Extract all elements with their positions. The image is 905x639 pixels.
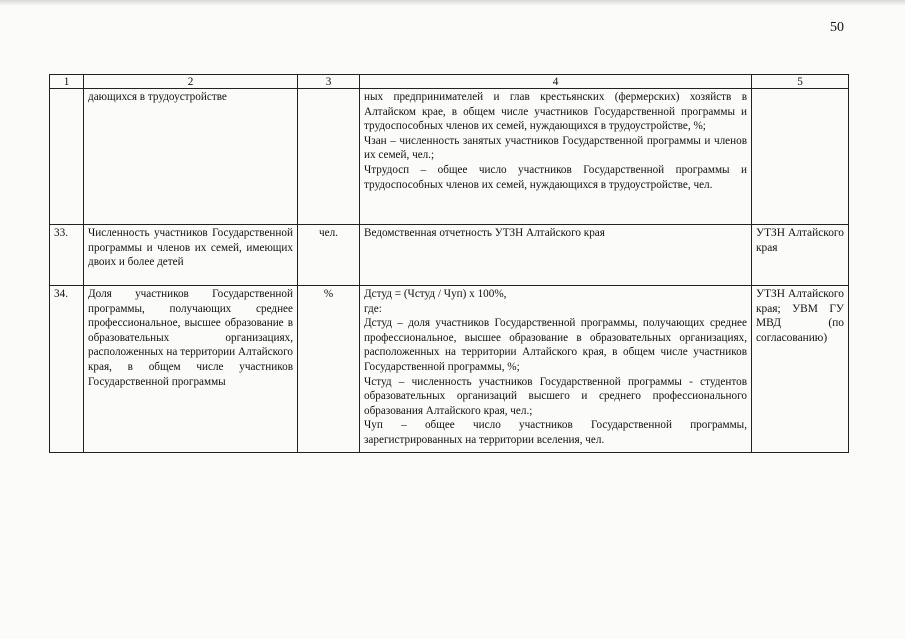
column-header-3: 3: [298, 75, 360, 89]
table-row: [50, 89, 849, 225]
column-header-2: 2: [84, 75, 298, 89]
table-header-row: [50, 75, 849, 89]
column-header-4: 4: [360, 75, 752, 89]
formula: Дстуд = (Чстуд / Чуп) х 100%,: [364, 288, 507, 300]
unit-cell: %: [298, 286, 360, 453]
table-row: [50, 286, 849, 453]
row-number: 33.: [50, 225, 84, 286]
column-header-5: 5: [752, 75, 849, 89]
table-row: [50, 225, 849, 286]
source-cell: УТЗН Алтайского края; УВМ ГУ МВД (по согласованию): [752, 286, 849, 453]
column-header-1: 1: [50, 75, 84, 89]
method-line: где:: [364, 302, 382, 315]
method-cell: [360, 286, 752, 453]
method-line: Ведомственная отчетность УТЗН Алтайского края: [364, 227, 605, 239]
row-number: [50, 89, 84, 225]
method-cell: [360, 89, 752, 225]
method-line: Чтрудосп – общее число участников Государственной программы и трудоспособных членов их семей, нуждающихся в трудоустройстве, чел.: [364, 163, 747, 191]
unit-cell: [298, 89, 360, 225]
indicator-name: дающихся в трудоустройстве: [84, 89, 298, 225]
page-number: 50: [830, 20, 844, 35]
source-cell: УТЗН Алтайского края: [752, 225, 849, 286]
method-line: ных предпринимателей и глав крестьянских (фермерских) хозяйств в Алтайском крае, в общем числе участников Государственной программы и трудоспособных членов их семей, нуждающихся в трудоустройстве, %;: [364, 91, 747, 133]
indicator-name: Доля участников Государственной программы, получающих среднее профессиональное, высшее образование в образовательных организациях, расположенных на территории Алтайского края, в общем числе участников Государственной программы: [84, 286, 298, 453]
scan-top-edge: [0, 0, 905, 6]
method-line: Чстуд – численность участников Государственной программы - студентов образовательных организаций высшего и среднего профессионального образования Алтайского края, чел.;: [364, 375, 747, 417]
unit-cell: чел.: [298, 225, 360, 286]
method-cell: [360, 225, 752, 286]
indicator-name: Численность участников Государственной программы и членов их семей, имеющих двоих и более детей: [84, 225, 298, 286]
source-cell: [752, 89, 849, 225]
method-line: Чзан – численность занятых участников Государственной программы и членов их семей, чел.;: [364, 134, 747, 162]
method-line: Чуп – общее число участников Государственной программы, зарегистрированных на территории вселения, чел.: [364, 419, 747, 446]
row-number: 34.: [50, 286, 84, 453]
indicator-table: [49, 74, 849, 453]
method-line: Дстуд – доля участников Государственной программы, получающих среднее профессиональное, высшее образование в образовательных организациях, расположенных на территории Алтайского края, в общем числе участников Государственной программы, %;: [364, 317, 747, 373]
